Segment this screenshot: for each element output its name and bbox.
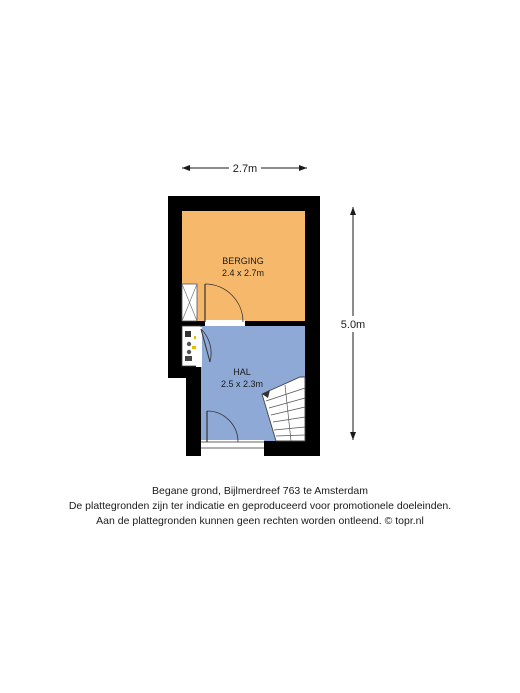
- caption-disclaimer: De plattegronden zijn ter indicatie en geproduceerd voor promotionele doeleinden.: [68, 500, 452, 512]
- height-dimension-label: 5.0m: [340, 319, 366, 331]
- room-berging-name: BERGING: [222, 256, 264, 266]
- shaft: [182, 284, 197, 321]
- width-dimension-label: 2.7m: [232, 163, 258, 175]
- room-hal-name: HAL: [233, 367, 251, 377]
- room-hal-size: 2.5 x 2.3m: [220, 379, 264, 389]
- plan-caption: [0, 484, 520, 529]
- room-berging-size: 2.4 x 2.7m: [221, 268, 265, 278]
- width-dimension: [182, 160, 307, 175]
- caption-copyright: Aan de plattegronden kunnen geen rechten worden ontleend. © topr.nl: [96, 515, 424, 527]
- caption-title: Begane grond, Bijlmerdreef 763 te Amsterdam: [152, 485, 368, 497]
- height-dimension: [340, 207, 366, 440]
- room-berging: [182, 211, 305, 321]
